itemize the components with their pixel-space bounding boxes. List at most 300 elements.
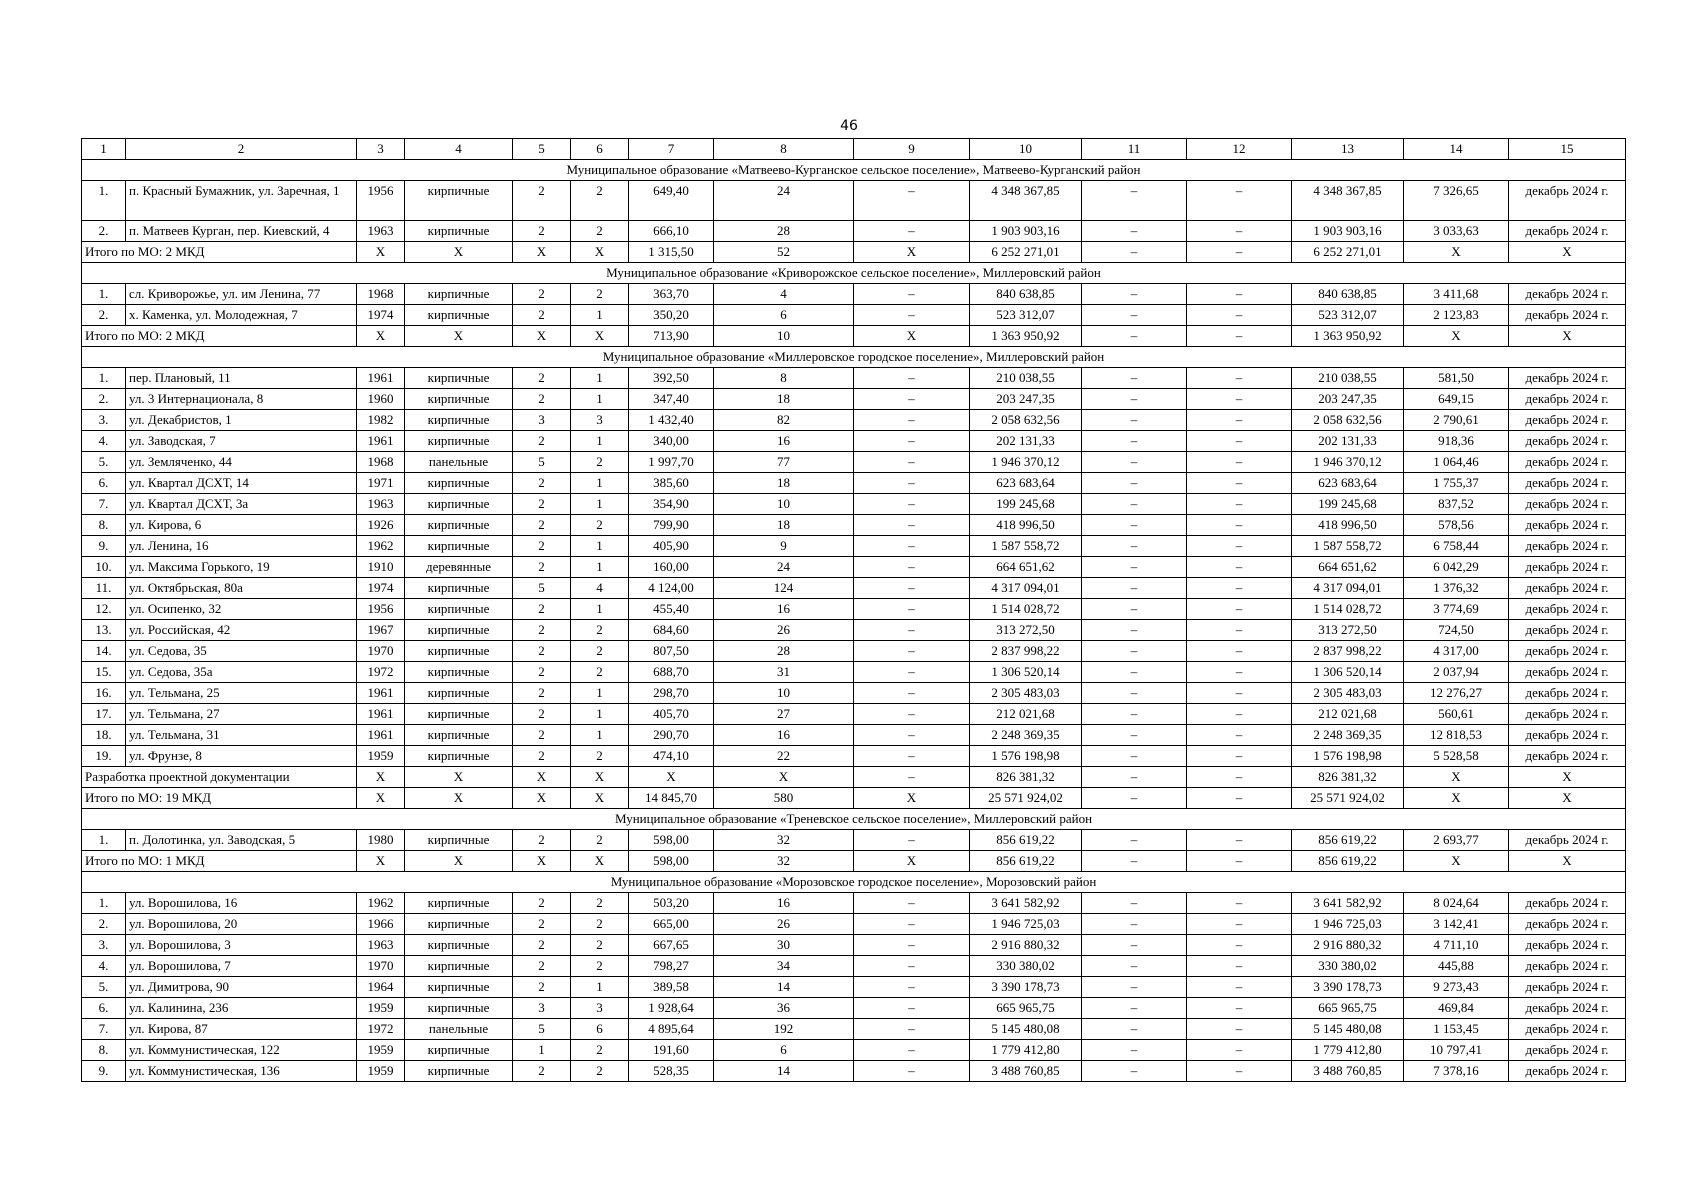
table-cell: 2 bbox=[513, 473, 571, 494]
table-cell: – bbox=[1187, 599, 1292, 620]
table-cell: – bbox=[1082, 1061, 1187, 1082]
address-cell: ул. Тельмана, 25 bbox=[126, 683, 357, 704]
table-cell: 1 bbox=[571, 305, 629, 326]
address-cell: ул. Тельмана, 31 bbox=[126, 725, 357, 746]
table-cell: 25 571 924,02 bbox=[970, 788, 1082, 809]
table-cell: 1 bbox=[571, 431, 629, 452]
table-cell: 840 638,85 bbox=[970, 284, 1082, 305]
table-cell: 2 bbox=[513, 641, 571, 662]
table-cell: – bbox=[854, 830, 970, 851]
total-label: Итого по МО: 2 МКД bbox=[82, 242, 357, 263]
table-cell: – bbox=[1187, 536, 1292, 557]
table-cell: 837,52 bbox=[1404, 494, 1509, 515]
table-cell: 474,10 bbox=[629, 746, 714, 767]
table-cell: 6 758,44 bbox=[1404, 536, 1509, 557]
table-cell: 16 bbox=[714, 893, 854, 914]
table-cell: – bbox=[1082, 389, 1187, 410]
table-cell: – bbox=[854, 767, 970, 788]
table-cell: 1926 bbox=[357, 515, 405, 536]
table-cell: декабрь 2024 г. bbox=[1509, 977, 1626, 998]
table-cell: 8 024,64 bbox=[1404, 893, 1509, 914]
address-cell: ул. Тельмана, 27 bbox=[126, 704, 357, 725]
table-row bbox=[82, 494, 1626, 515]
table-cell: 3 033,63 bbox=[1404, 221, 1509, 242]
table-cell: 1959 bbox=[357, 746, 405, 767]
table-cell: 9. bbox=[82, 1061, 126, 1082]
table-cell: 7 378,16 bbox=[1404, 1061, 1509, 1082]
table-cell: 12 818,53 bbox=[1404, 725, 1509, 746]
table-cell: – bbox=[1082, 620, 1187, 641]
table-cell: 405,90 bbox=[629, 536, 714, 557]
table-cell: 16 bbox=[714, 431, 854, 452]
table-cell: декабрь 2024 г. bbox=[1509, 221, 1626, 242]
table-cell: 2 bbox=[513, 368, 571, 389]
table-cell: декабрь 2024 г. bbox=[1509, 368, 1626, 389]
table-cell: – bbox=[1082, 851, 1187, 872]
table-cell: 7 326,65 bbox=[1404, 181, 1509, 221]
table-cell: кирпичные bbox=[405, 410, 513, 431]
table-cell: кирпичные bbox=[405, 977, 513, 998]
address-cell: ул. Калинина, 236 bbox=[126, 998, 357, 1019]
table-cell: 290,70 bbox=[629, 725, 714, 746]
table-cell: Х bbox=[1404, 242, 1509, 263]
table-cell: 1962 bbox=[357, 893, 405, 914]
table-cell: декабрь 2024 г. bbox=[1509, 893, 1626, 914]
table-cell: Х bbox=[357, 242, 405, 263]
table-cell: – bbox=[1187, 452, 1292, 473]
column-number-row bbox=[82, 139, 1626, 160]
table-cell: 2. bbox=[82, 305, 126, 326]
table-cell: декабрь 2024 г. bbox=[1509, 935, 1626, 956]
table-cell: 354,90 bbox=[629, 494, 714, 515]
table-cell: 199 245,68 bbox=[970, 494, 1082, 515]
table-cell: 1 514 028,72 bbox=[1292, 599, 1404, 620]
table-cell: декабрь 2024 г. bbox=[1509, 473, 1626, 494]
table-cell: 1963 bbox=[357, 935, 405, 956]
table-cell: 2 837 998,22 bbox=[970, 641, 1082, 662]
table-cell: 3 774,69 bbox=[1404, 599, 1509, 620]
table-cell: – bbox=[1082, 704, 1187, 725]
table-cell: – bbox=[854, 221, 970, 242]
column-number: 8 bbox=[714, 139, 854, 160]
table-cell: 1961 bbox=[357, 368, 405, 389]
table-cell: 2 037,94 bbox=[1404, 662, 1509, 683]
table-cell: декабрь 2024 г. bbox=[1509, 515, 1626, 536]
table-cell: 1. bbox=[82, 284, 126, 305]
total-row bbox=[82, 326, 1626, 347]
table-cell: – bbox=[1082, 473, 1187, 494]
table-cell: – bbox=[1082, 1019, 1187, 1040]
table-cell: 6. bbox=[82, 998, 126, 1019]
table-cell: – bbox=[854, 368, 970, 389]
table-cell: – bbox=[854, 515, 970, 536]
table-cell: – bbox=[854, 977, 970, 998]
table-row bbox=[82, 956, 1626, 977]
table-cell: 1 587 558,72 bbox=[1292, 536, 1404, 557]
table-cell: 1974 bbox=[357, 305, 405, 326]
table-row bbox=[82, 305, 1626, 326]
table-cell: кирпичные bbox=[405, 746, 513, 767]
table-cell: 16 bbox=[714, 725, 854, 746]
table-cell: – bbox=[1187, 578, 1292, 599]
table-cell: 10 bbox=[714, 683, 854, 704]
table-cell: – bbox=[854, 641, 970, 662]
table-cell: – bbox=[1187, 998, 1292, 1019]
table-cell: 9. bbox=[82, 536, 126, 557]
table-cell: – bbox=[854, 452, 970, 473]
table-cell: – bbox=[854, 599, 970, 620]
table-cell: 210 038,55 bbox=[1292, 368, 1404, 389]
address-cell: ул. Земляченко, 44 bbox=[126, 452, 357, 473]
table-cell: 1 315,50 bbox=[629, 242, 714, 263]
table-cell: 1 376,32 bbox=[1404, 578, 1509, 599]
table-cell: 1 363 950,92 bbox=[1292, 326, 1404, 347]
table-cell: 1 946 370,12 bbox=[970, 452, 1082, 473]
total-row bbox=[82, 788, 1626, 809]
table-cell: 2 916 880,32 bbox=[1292, 935, 1404, 956]
table-cell: 210 038,55 bbox=[970, 368, 1082, 389]
table-cell: кирпичные bbox=[405, 1040, 513, 1061]
table-cell: 1 903 903,16 bbox=[970, 221, 1082, 242]
table-cell: 1968 bbox=[357, 452, 405, 473]
table-cell: Х bbox=[571, 788, 629, 809]
table-cell: 713,90 bbox=[629, 326, 714, 347]
table-cell: 7. bbox=[82, 1019, 126, 1040]
table-cell: – bbox=[1187, 1040, 1292, 1061]
table-cell: – bbox=[1082, 557, 1187, 578]
address-cell: х. Каменка, ул. Молодежная, 7 bbox=[126, 305, 357, 326]
table-cell: декабрь 2024 г. bbox=[1509, 1019, 1626, 1040]
column-number: 1 bbox=[82, 139, 126, 160]
table-cell: 826 381,32 bbox=[970, 767, 1082, 788]
table-cell: Х bbox=[405, 767, 513, 788]
column-number: 2 bbox=[126, 139, 357, 160]
address-cell: ул. Максима Горького, 19 bbox=[126, 557, 357, 578]
table-cell: 2 bbox=[571, 181, 629, 221]
address-cell: ул. Российская, 42 bbox=[126, 620, 357, 641]
table-row bbox=[82, 1040, 1626, 1061]
table-cell: 212 021,68 bbox=[1292, 704, 1404, 725]
table-cell: 2 bbox=[513, 305, 571, 326]
table-cell: 52 bbox=[714, 242, 854, 263]
table-cell: 1 946 725,03 bbox=[970, 914, 1082, 935]
table-cell: 6 bbox=[571, 1019, 629, 1040]
table-cell: 2 bbox=[571, 956, 629, 977]
table-cell: 26 bbox=[714, 620, 854, 641]
table-cell: 3. bbox=[82, 410, 126, 431]
table-row bbox=[82, 935, 1626, 956]
table-cell: кирпичные bbox=[405, 620, 513, 641]
table-cell: – bbox=[1187, 704, 1292, 725]
table-cell: 18 bbox=[714, 515, 854, 536]
table-cell: декабрь 2024 г. bbox=[1509, 284, 1626, 305]
table-cell: 2 bbox=[571, 893, 629, 914]
table-cell: 298,70 bbox=[629, 683, 714, 704]
column-number: 6 bbox=[571, 139, 629, 160]
table-cell: 1. bbox=[82, 368, 126, 389]
table-cell: – bbox=[1082, 431, 1187, 452]
table-cell: 18 bbox=[714, 389, 854, 410]
table-cell: 856 619,22 bbox=[970, 830, 1082, 851]
table-cell: 212 021,68 bbox=[970, 704, 1082, 725]
table-cell: – bbox=[1187, 725, 1292, 746]
table-cell: – bbox=[1082, 181, 1187, 221]
table-cell: Х bbox=[513, 788, 571, 809]
table-cell: 4 317 094,01 bbox=[1292, 578, 1404, 599]
table-cell: 1 779 412,80 bbox=[1292, 1040, 1404, 1061]
municipality-header-row bbox=[82, 347, 1626, 368]
table-cell: – bbox=[1082, 326, 1187, 347]
table-cell: 523 312,07 bbox=[970, 305, 1082, 326]
table-cell: 2. bbox=[82, 914, 126, 935]
total-label: Итого по МО: 19 МКД bbox=[82, 788, 357, 809]
table-cell: 2. bbox=[82, 389, 126, 410]
total-row bbox=[82, 242, 1626, 263]
table-cell: декабрь 2024 г. bbox=[1509, 704, 1626, 725]
table-cell: 2 058 632,56 bbox=[1292, 410, 1404, 431]
table-cell: Х bbox=[1404, 788, 1509, 809]
table-cell: – bbox=[854, 284, 970, 305]
table-cell: 22 bbox=[714, 746, 854, 767]
municipality-title: Муниципальное образование «Морозовское городское поселение», Морозовский район bbox=[82, 872, 1626, 893]
table-cell: 6 042,29 bbox=[1404, 557, 1509, 578]
table-row bbox=[82, 221, 1626, 242]
table-cell: 385,60 bbox=[629, 473, 714, 494]
table-cell: – bbox=[1082, 662, 1187, 683]
table-cell: 2 bbox=[571, 221, 629, 242]
address-cell: ул. Седова, 35 bbox=[126, 641, 357, 662]
table-cell: 798,27 bbox=[629, 956, 714, 977]
table-cell: – bbox=[1082, 1040, 1187, 1061]
table-cell: – bbox=[854, 557, 970, 578]
table-cell: 1963 bbox=[357, 221, 405, 242]
table-cell: 1 755,37 bbox=[1404, 473, 1509, 494]
table-cell: кирпичные bbox=[405, 515, 513, 536]
table-cell: 724,50 bbox=[1404, 620, 1509, 641]
table-row bbox=[82, 1019, 1626, 1040]
table-cell: 36 bbox=[714, 998, 854, 1019]
table-cell: – bbox=[1187, 389, 1292, 410]
table-cell: 1961 bbox=[357, 704, 405, 725]
column-number: 3 bbox=[357, 139, 405, 160]
table-cell: 2 bbox=[513, 557, 571, 578]
table-cell: 1 bbox=[571, 725, 629, 746]
total-row bbox=[82, 767, 1626, 788]
table-cell: Х bbox=[854, 788, 970, 809]
table-cell: 2 bbox=[513, 1061, 571, 1082]
table-cell: 77 bbox=[714, 452, 854, 473]
table-cell: Х bbox=[1509, 851, 1626, 872]
table-cell: 1963 bbox=[357, 494, 405, 515]
table-cell: – bbox=[1082, 221, 1187, 242]
table-cell: – bbox=[854, 683, 970, 704]
table-cell: 469,84 bbox=[1404, 998, 1509, 1019]
table-cell: – bbox=[1187, 767, 1292, 788]
table-cell: декабрь 2024 г. bbox=[1509, 494, 1626, 515]
table-cell: – bbox=[1082, 977, 1187, 998]
table-cell: – bbox=[1187, 893, 1292, 914]
table-cell: декабрь 2024 г. bbox=[1509, 746, 1626, 767]
table-cell: – bbox=[1187, 662, 1292, 683]
table-cell: 649,40 bbox=[629, 181, 714, 221]
table-cell: кирпичные bbox=[405, 389, 513, 410]
table-cell: 684,60 bbox=[629, 620, 714, 641]
table-cell: Х bbox=[513, 242, 571, 263]
table-cell: – bbox=[854, 956, 970, 977]
table-cell: 2 837 998,22 bbox=[1292, 641, 1404, 662]
table-cell: 14 845,70 bbox=[629, 788, 714, 809]
table-body bbox=[82, 139, 1626, 1082]
address-cell: ул. Кирова, 87 bbox=[126, 1019, 357, 1040]
table-cell: 31 bbox=[714, 662, 854, 683]
table-cell: 24 bbox=[714, 181, 854, 221]
table-cell: 1 bbox=[513, 1040, 571, 1061]
table-cell: 124 bbox=[714, 578, 854, 599]
table-cell: 1910 bbox=[357, 557, 405, 578]
table-cell: 2 bbox=[513, 284, 571, 305]
table-cell: 26 bbox=[714, 914, 854, 935]
table-cell: – bbox=[1082, 788, 1187, 809]
table-cell: 389,58 bbox=[629, 977, 714, 998]
table-cell: 1968 bbox=[357, 284, 405, 305]
table-cell: – bbox=[854, 935, 970, 956]
table-cell: 2. bbox=[82, 221, 126, 242]
table-cell: 2 693,77 bbox=[1404, 830, 1509, 851]
table-cell: 664 651,62 bbox=[1292, 557, 1404, 578]
table-cell: кирпичные bbox=[405, 536, 513, 557]
address-cell: ул. Ленина, 16 bbox=[126, 536, 357, 557]
table-cell: – bbox=[1082, 305, 1187, 326]
table-cell: 2 bbox=[513, 935, 571, 956]
table-cell: 1 576 198,98 bbox=[1292, 746, 1404, 767]
table-cell: – bbox=[1082, 956, 1187, 977]
table-cell: 4 bbox=[571, 578, 629, 599]
table-cell: 5 528,58 bbox=[1404, 746, 1509, 767]
table-cell: 665 965,75 bbox=[970, 998, 1082, 1019]
table-cell: – bbox=[1187, 494, 1292, 515]
table-cell: 1 432,40 bbox=[629, 410, 714, 431]
table-cell: 8. bbox=[82, 1040, 126, 1061]
table-cell: Х bbox=[1404, 851, 1509, 872]
address-cell: ул. Квартал ДСХТ, 14 bbox=[126, 473, 357, 494]
table-cell: 3 390 178,73 bbox=[1292, 977, 1404, 998]
table-cell: декабрь 2024 г. bbox=[1509, 578, 1626, 599]
table-cell: 523 312,07 bbox=[1292, 305, 1404, 326]
table-row bbox=[82, 557, 1626, 578]
table-cell: 1961 bbox=[357, 725, 405, 746]
table-cell: – bbox=[1082, 494, 1187, 515]
table-cell: Х bbox=[357, 851, 405, 872]
table-cell: 3 bbox=[571, 410, 629, 431]
table-cell: 2 305 483,03 bbox=[1292, 683, 1404, 704]
table-cell: – bbox=[1187, 683, 1292, 704]
table-cell: панельные bbox=[405, 452, 513, 473]
table-cell: 665,00 bbox=[629, 914, 714, 935]
table-cell: 2 bbox=[513, 599, 571, 620]
table-cell: 2 bbox=[513, 515, 571, 536]
table-cell: декабрь 2024 г. bbox=[1509, 620, 1626, 641]
table-cell: 203 247,35 bbox=[1292, 389, 1404, 410]
table-cell: – bbox=[1187, 746, 1292, 767]
column-number: 9 bbox=[854, 139, 970, 160]
table-cell: 3 390 178,73 bbox=[970, 977, 1082, 998]
table-row bbox=[82, 181, 1626, 221]
table-cell: 2 bbox=[571, 830, 629, 851]
address-cell: ул. Кирова, 6 bbox=[126, 515, 357, 536]
table-cell: декабрь 2024 г. bbox=[1509, 431, 1626, 452]
table-cell: 2 bbox=[513, 221, 571, 242]
table-cell: кирпичные bbox=[405, 431, 513, 452]
table-cell: 15. bbox=[82, 662, 126, 683]
table-cell: – bbox=[854, 410, 970, 431]
table-cell: 28 bbox=[714, 221, 854, 242]
table-row bbox=[82, 620, 1626, 641]
table-cell: 3 bbox=[513, 410, 571, 431]
table-cell: – bbox=[1187, 368, 1292, 389]
table-cell: 2 248 369,35 bbox=[1292, 725, 1404, 746]
table-row bbox=[82, 662, 1626, 683]
table-cell: Х bbox=[1404, 326, 1509, 347]
address-cell: ул. Седова, 35а bbox=[126, 662, 357, 683]
table-cell: 598,00 bbox=[629, 830, 714, 851]
table-cell: 25 571 924,02 bbox=[1292, 788, 1404, 809]
table-cell: 666,10 bbox=[629, 221, 714, 242]
table-cell: 918,36 bbox=[1404, 431, 1509, 452]
total-label: Разработка проектной документации bbox=[82, 767, 357, 788]
table-cell: 3 bbox=[571, 998, 629, 1019]
table-cell: 1974 bbox=[357, 578, 405, 599]
table-cell: 1971 bbox=[357, 473, 405, 494]
table-cell: 826 381,32 bbox=[1292, 767, 1404, 788]
table-cell: кирпичные bbox=[405, 1061, 513, 1082]
table-cell: 313 272,50 bbox=[1292, 620, 1404, 641]
table-cell: 28 bbox=[714, 641, 854, 662]
table-cell: Х bbox=[571, 242, 629, 263]
table-cell: 3 641 582,92 bbox=[970, 893, 1082, 914]
table-cell: 1972 bbox=[357, 1019, 405, 1040]
table-cell: 1 bbox=[571, 494, 629, 515]
address-cell: ул. Ворошилова, 3 bbox=[126, 935, 357, 956]
address-cell: ул. Октябрьская, 80а bbox=[126, 578, 357, 599]
table-cell: 4 348 367,85 bbox=[970, 181, 1082, 221]
table-cell: – bbox=[1082, 599, 1187, 620]
table-cell: 1 946 370,12 bbox=[1292, 452, 1404, 473]
table-cell: 2 bbox=[571, 620, 629, 641]
table-cell: 9 273,43 bbox=[1404, 977, 1509, 998]
table-cell: Х bbox=[357, 788, 405, 809]
table-cell: 350,20 bbox=[629, 305, 714, 326]
table-cell: 10. bbox=[82, 557, 126, 578]
table-cell: 2 790,61 bbox=[1404, 410, 1509, 431]
total-label: Итого по МО: 2 МКД bbox=[82, 326, 357, 347]
table-cell: 14. bbox=[82, 641, 126, 662]
table-cell: 1956 bbox=[357, 599, 405, 620]
table-cell: 2 bbox=[571, 1061, 629, 1082]
table-cell: 418 996,50 bbox=[970, 515, 1082, 536]
table-cell: – bbox=[854, 725, 970, 746]
table-cell: 1 576 198,98 bbox=[970, 746, 1082, 767]
table-cell: – bbox=[854, 494, 970, 515]
table-cell: – bbox=[1187, 788, 1292, 809]
table-cell: 2 248 369,35 bbox=[970, 725, 1082, 746]
table-cell: 649,15 bbox=[1404, 389, 1509, 410]
table-row bbox=[82, 830, 1626, 851]
table-cell: – bbox=[854, 914, 970, 935]
table-row bbox=[82, 515, 1626, 536]
table-cell: Х bbox=[513, 851, 571, 872]
table-cell: 2 bbox=[513, 181, 571, 221]
table-cell: декабрь 2024 г. bbox=[1509, 662, 1626, 683]
